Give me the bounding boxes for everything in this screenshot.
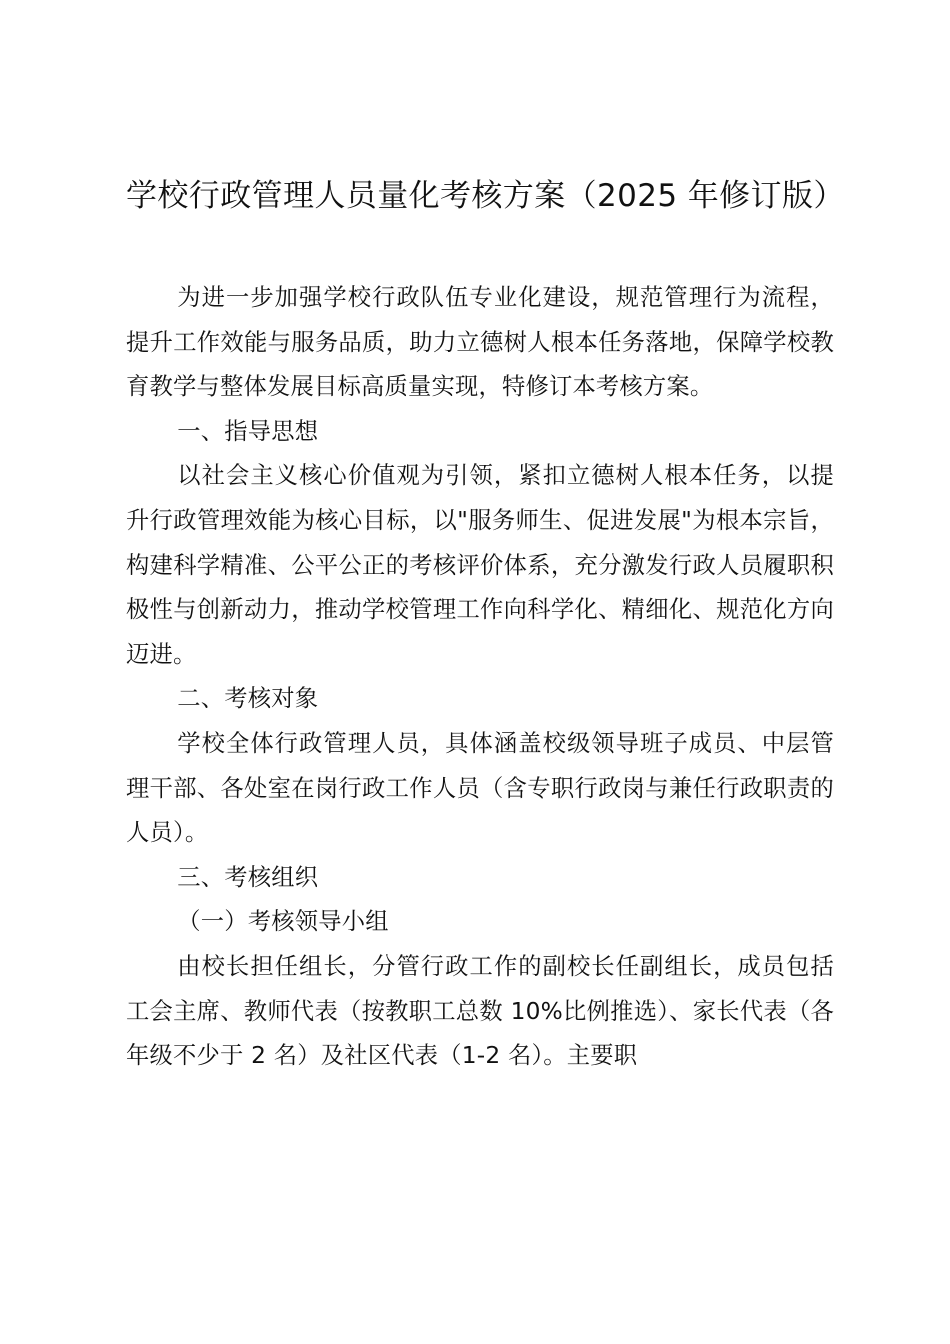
section-heading-guiding-ideology: 一、指导思想 bbox=[177, 417, 319, 445]
document-title: 学校行政管理人员量化考核方案（2025 年修订版） bbox=[126, 178, 845, 214]
intro-paragraph: 为进一步加强学校行政队伍专业化建设，规范管理行为流程，提升工作效能与服务品质，助力立德树人根本任务落地，保障学校教育教学与整体发展目标高质量实现，特修订本考核方案。 bbox=[126, 284, 834, 401]
leadership-group-paragraph: 由校长担任组长，分管行政工作的副校长任副组长，成员包括工会主席、教师代表（按教职工总数 10%比例推选）、家长代表（各年级不少于 2 名）及社区代表（1-2 名）。主要职 bbox=[126, 952, 834, 1070]
subsection-heading-leadership-group: （一）考核领导小组 bbox=[177, 908, 389, 936]
assessment-targets-paragraph: 学校全体行政管理人员，具体涵盖校级领导班子成员、中层管理干部、各处室在岗行政工作人员（含专职行政岗与兼任行政职责的人员）。 bbox=[126, 729, 834, 847]
document-body bbox=[126, 276, 834, 1079]
section-heading-assessment-targets: 二、考核对象 bbox=[177, 685, 319, 713]
guiding-ideology-paragraph: 以社会主义核心价值观为引领，紧扣立德树人根本任务，以提升行政管理效能为核心目标，以"服务师生、促进发展"为根本宗旨，构建科学精准、公平公正的考核评价体系，充分激发行政人员履职积极性与创新动力，推动学校管理工作向科学化、精细化、规范化方向迈进。 bbox=[126, 462, 834, 668]
section-heading-assessment-organization: 三、考核组织 bbox=[177, 863, 319, 891]
